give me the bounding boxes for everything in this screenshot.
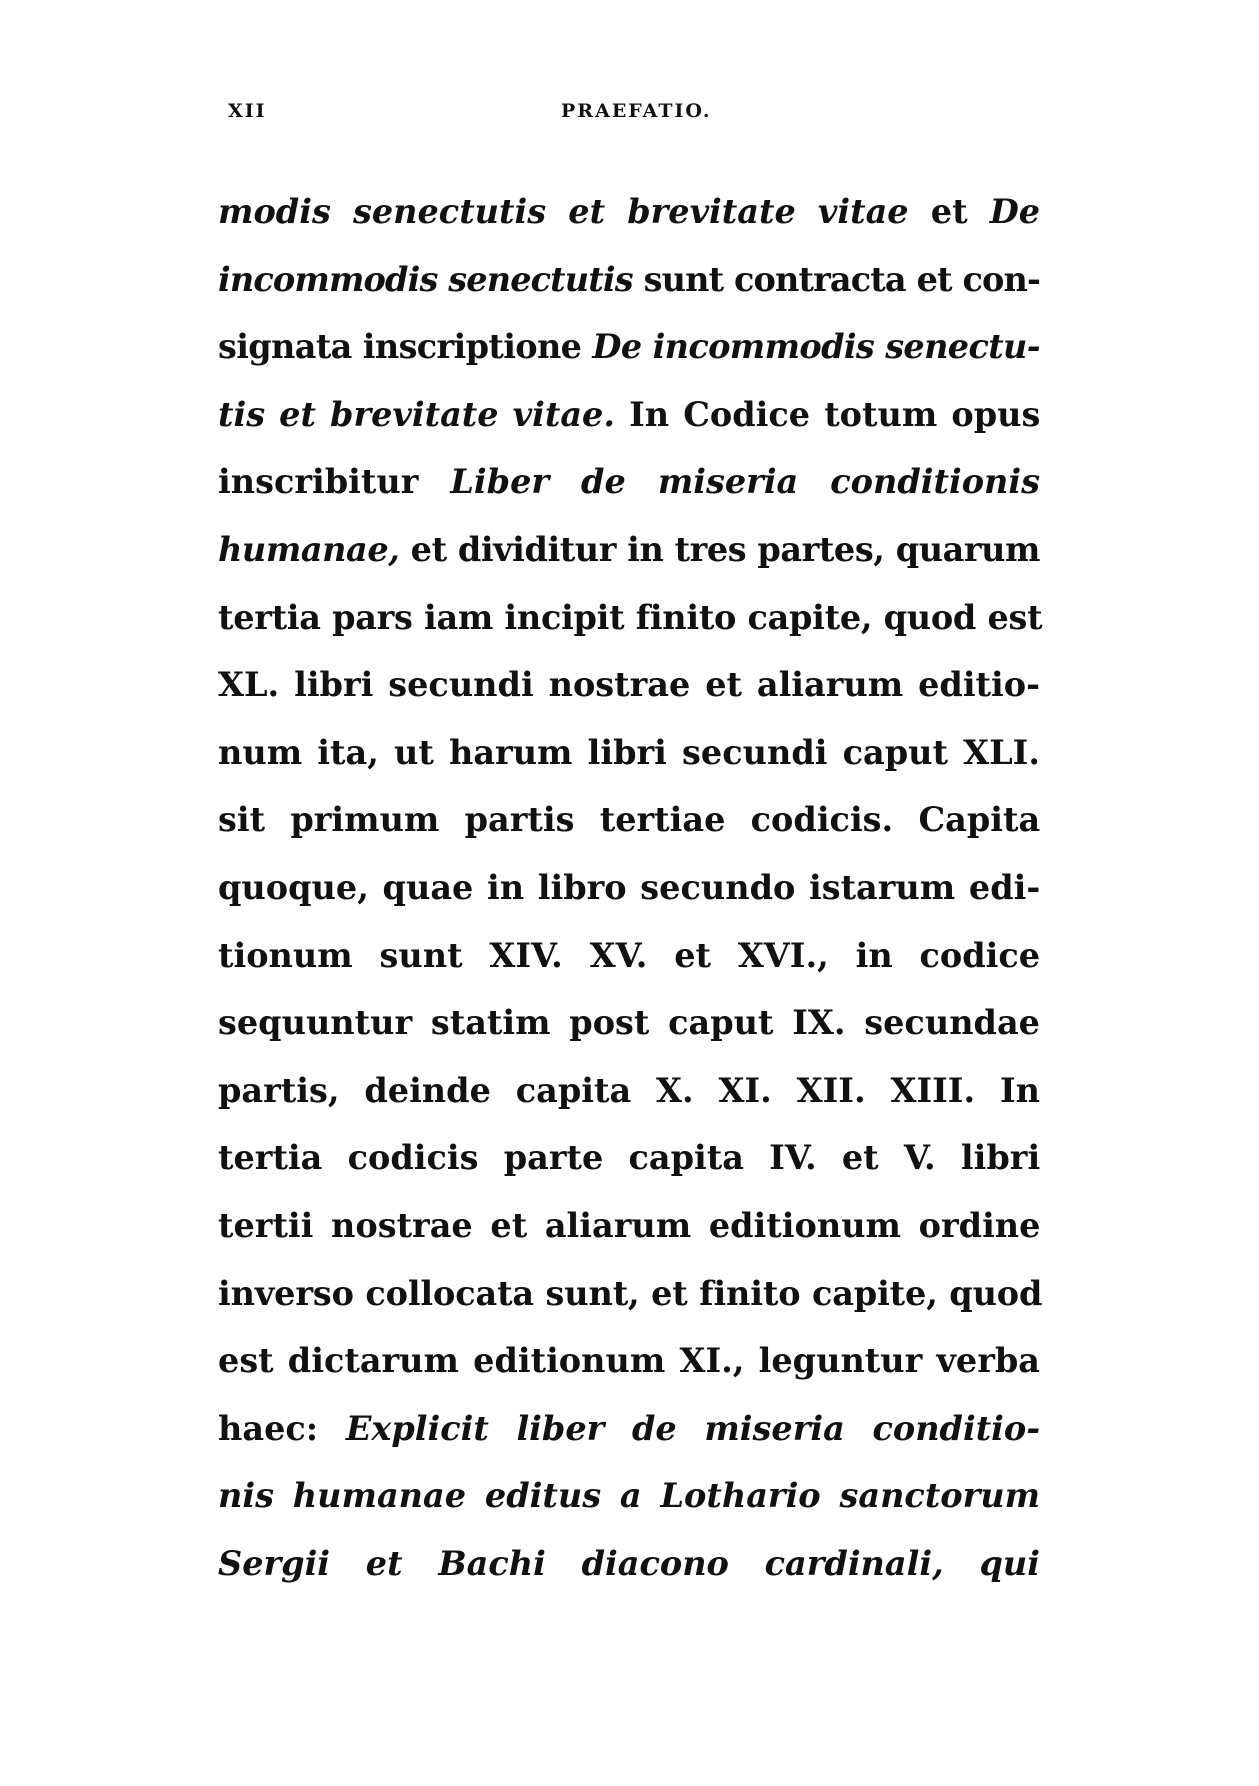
italic-text-segment: De	[989, 192, 1041, 231]
text-line	[218, 1124, 1040, 1192]
text-line	[218, 1327, 1040, 1395]
italic-text-segment: nis humanae editus a Lothario sanctorum	[218, 1476, 1041, 1516]
text-segment: et dividitur in tres partes, quarum	[399, 529, 1041, 569]
text-line	[218, 989, 1040, 1057]
italic-text-segment: tis et brevitate vitae.	[218, 394, 616, 434]
italic-text-segment: Liber de miseria conditionis	[450, 462, 1040, 502]
text-segment: partis, deinde capita X. XI. XII. XIII. In	[218, 1070, 1040, 1110]
text-line	[218, 313, 1040, 381]
italic-text-segment: Sergii et Bachi diacono cardinali, qui	[218, 1543, 1040, 1583]
text-line	[218, 1462, 1040, 1530]
text-segment: sit primum partis tertiae codicis. Capita	[218, 800, 1041, 840]
text-line	[218, 246, 1040, 314]
text-line	[218, 719, 1040, 787]
text-line	[218, 1395, 1040, 1463]
italic-text-segment: modis senectutis et brevitate vitae	[218, 192, 909, 231]
text-segment: tertii nostrae et aliarum editionum ordine	[218, 1205, 1041, 1245]
text-segment: inscribitur	[218, 462, 451, 502]
text-segment: et	[908, 192, 990, 231]
italic-text-segment: humanae,	[218, 529, 400, 569]
running-head	[228, 100, 1038, 130]
text-segment: tertia pars iam incipit finito capite, quod est	[218, 597, 1043, 637]
text-line	[218, 516, 1040, 584]
text-segment: quoque, quae in libro secundo istarum edi-	[218, 867, 1041, 907]
text-segment: sequuntur statim post caput IX. secundae	[218, 1003, 1040, 1043]
text-line	[218, 854, 1040, 922]
text-segment: tertia codicis parte capita IV. et V. libri	[218, 1138, 1041, 1178]
text-segment: signata inscriptione	[218, 327, 593, 367]
text-line	[218, 178, 1040, 246]
text-line	[218, 922, 1040, 990]
text-line	[218, 1530, 1040, 1598]
text-segment: inverso collocata sunt, et finito capite, quod	[218, 1273, 1043, 1313]
text-segment: tionum sunt XIV. XV. et XVI., in codice	[218, 935, 1041, 975]
text-line	[218, 786, 1040, 854]
text-segment: haec:	[218, 1408, 346, 1448]
text-segment: num ita, ut harum libri secundi caput XLI.	[218, 732, 1040, 772]
text-line	[218, 448, 1040, 516]
body-text	[218, 178, 1043, 1597]
italic-text-segment: De incommodis senectu-	[592, 327, 1040, 367]
text-line	[218, 381, 1040, 449]
text-line	[218, 1057, 1040, 1125]
running-title: PRAEFATIO.	[561, 100, 712, 122]
text-segment: sunt contracta et con-	[632, 259, 1040, 299]
italic-text-segment: Explicit liber de miseria conditio-	[345, 1408, 1041, 1448]
text-line	[218, 1260, 1043, 1328]
page-number: XII	[228, 100, 267, 122]
text-segment: In Codice totum opus	[615, 394, 1041, 434]
italic-text-segment: incommodis senectutis	[218, 259, 633, 299]
text-line	[218, 651, 1040, 719]
text-line	[218, 1192, 1040, 1260]
text-segment: est dictarum editionum XI., leguntur verba	[218, 1341, 1040, 1381]
text-segment: XL. libri secundi nostrae et aliarum editio-	[218, 665, 1040, 705]
text-line	[218, 584, 1043, 652]
